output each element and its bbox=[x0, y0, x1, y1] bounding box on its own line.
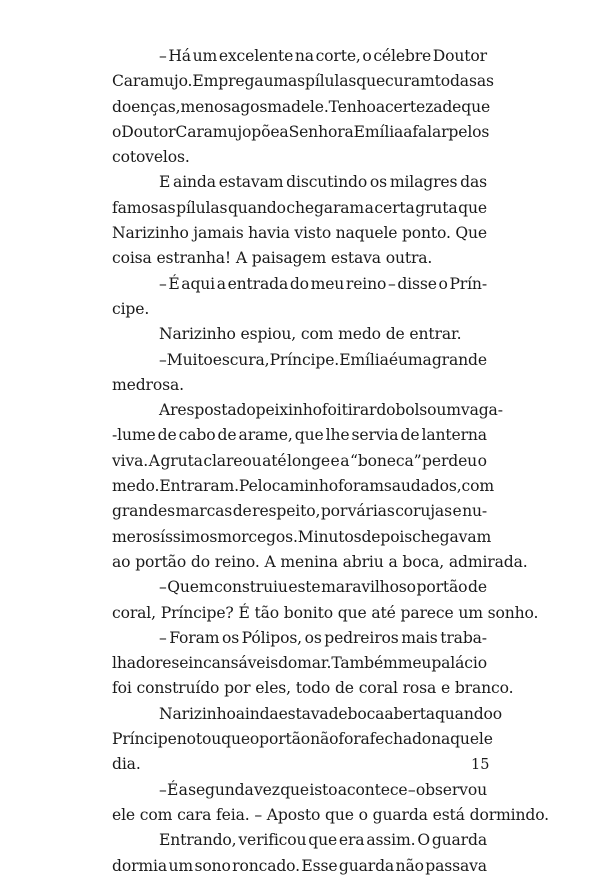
text-line: Narizinho jamais havia visto naquele ponto. Que bbox=[112, 224, 487, 243]
text-line: – Há um excelente na corte, o célebre Doutor bbox=[159, 47, 487, 65]
text-line: Caramujo. Emprega umas pílulas que curam todas as bbox=[112, 72, 494, 91]
text-line: grandes marcas de respeito, por várias corujas e nu- bbox=[112, 502, 487, 521]
text-line: -lume de cabo de arame, que lhe servia de lanterna bbox=[112, 426, 487, 445]
text-line: famosas pílulas quando chegaram a certa gruta que bbox=[112, 198, 487, 217]
text-line: E ainda estavam discutindo os milagres das bbox=[159, 173, 487, 192]
text-line: – Foram os Pólipos, os pedreiros mais traba- bbox=[159, 628, 487, 647]
text-line: – É a segunda vez que isto acontece – observou bbox=[159, 780, 487, 799]
text-line: Entrando, verificou que era assim. O guarda bbox=[159, 831, 487, 850]
text-line: – É aqui a entrada do meu reino – disse o Prín- bbox=[159, 274, 487, 293]
text-line: – Muito escura, Príncipe. Emília é uma grande bbox=[159, 350, 487, 369]
text-line: ele com cara feia. – Aposto que o guarda está dormindo. bbox=[112, 805, 549, 824]
text-line: doenças, menos a gosma dele. Tenho a certeza de que bbox=[112, 97, 491, 116]
text-line: medo. Entraram. Pelo caminho foram saudados, com bbox=[112, 477, 494, 496]
body-text bbox=[112, 44, 549, 879]
text-line: ao portão do reino. A menina abriu a boca, admirada. bbox=[112, 552, 528, 571]
text-line: cipe. bbox=[112, 299, 150, 318]
text-line: medrosa. bbox=[112, 375, 184, 394]
text-line: merosíssimos morcegos. Minutos depois chegavam bbox=[112, 527, 492, 546]
text-line: – Quem construiu este maravilhoso portão de bbox=[159, 578, 487, 597]
text-line: Narizinho ainda estava de boca aberta quando o bbox=[159, 704, 503, 723]
text-line: viva. A gruta clareou até longe e a “boneca” perdeu o bbox=[112, 451, 487, 470]
text-line: A resposta do peixinho foi tirar do bolso um vaga- bbox=[159, 401, 503, 420]
page-number: 15 bbox=[471, 757, 490, 773]
text-line: dia. bbox=[112, 755, 141, 774]
text-line: lhadores e incansáveis do mar. Também meu palácio bbox=[112, 654, 487, 673]
text-line: dormia um sono roncado. Esse guarda não passava bbox=[112, 856, 487, 875]
text-line: coral, Príncipe? É tão bonito que até parece um sonho. bbox=[112, 603, 539, 622]
text-line: Príncipe notou que o portão não fora fechado naquele bbox=[112, 730, 493, 749]
text-line: coisa estranha! A paisagem estava outra. bbox=[112, 249, 433, 268]
text-line: o Doutor Caramujo põe a Senhora Emília a falar pelos bbox=[112, 122, 490, 141]
text-line: Narizinho espiou, com medo de entrar. bbox=[159, 325, 462, 344]
text-line: foi construído por eles, todo de coral rosa e branco. bbox=[112, 679, 514, 698]
text-line: cotovelos. bbox=[112, 148, 190, 167]
